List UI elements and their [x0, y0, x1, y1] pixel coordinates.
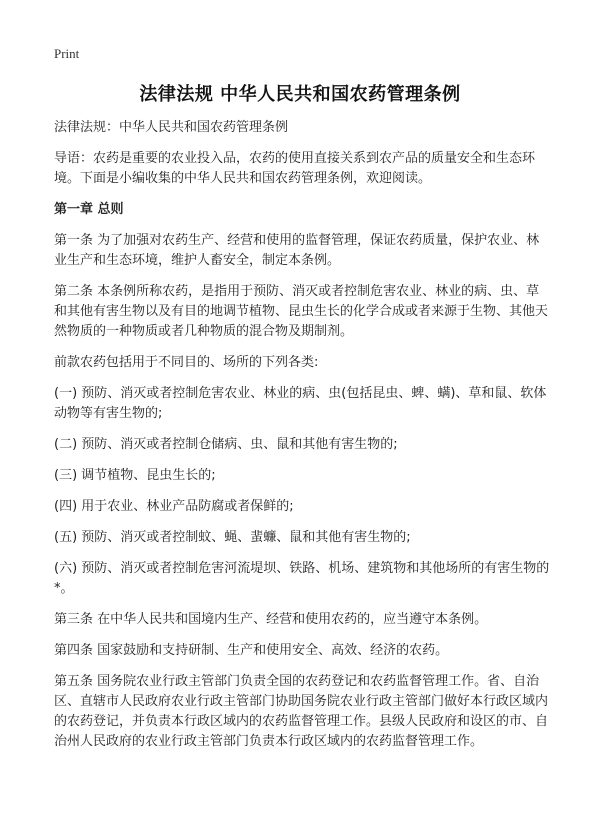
article-5: 第五条 国务院农业行政主管部门负责全国的农药登记和农药监督管理工作。省、自治区、直辖市人民政府农业行政主管部门协助国务院农业行政主管部门做好本行政区域内的农药登记，并负责本行政区域内的农药监督管理工作。县级人民政府和设区的市、自治州人民政府的农业行政主管部门负责本行政区域内的农药监督管理工作。: [54, 674, 549, 749]
list-item: (三) 调节植物、昆虫生长的;: [54, 468, 216, 483]
print-label: Print: [54, 46, 80, 61]
intro-paragraph: 导语：农药是重要的农业投入品，农药的使用直接关系到农产品的质量安全和生态环境。下面是小编收集的中华人民共和国农药管理条例，欢迎阅读。: [54, 151, 536, 186]
chapter-heading: 第一章 总则: [54, 202, 124, 217]
list-item: (五) 预防、消灭或者控制蚊、蝇、蜚蠊、鼠和其他有害生物的;: [54, 530, 411, 545]
article-3: 第三条 在中华人民共和国境内生产、经营和使用农药的，应当遵守本条例。: [54, 612, 488, 627]
list-item: (一) 预防、消灭或者控制危害农业、林业的病、虫(包括昆虫、蜱、螨)、草和鼠、软体动物等有害生物的;: [54, 386, 547, 421]
article-1: 第一条 为了加强对农药生产、经营和使用的监督管理，保证农药质量，保护农业、林业生产和生态环境，维护人畜安全，制定本条例。: [54, 233, 540, 268]
document-body: [54, 118, 550, 763]
article-2-list-intro: 前款农药包括用于不同目的、场所的下列各类:: [54, 355, 319, 370]
article-4: 第四条 国家鼓励和支持研制、生产和使用安全、高效、经济的农药。: [54, 643, 449, 658]
page-title: 法律法规 中华人民共和国农药管理条例: [139, 84, 461, 105]
list-item: (四) 用于农业、林业产品防腐或者保鲜的;: [54, 499, 294, 514]
breadcrumb: 法律法规：中华人民共和国农药管理条例: [54, 120, 289, 135]
list-item: (六) 预防、消灭或者控制危害河流堤坝、铁路、机场、建筑物和其他场所的有害生物的*。: [54, 561, 550, 596]
list-item: (二) 预防、消灭或者控制仓储病、虫、鼠和其他有害生物的;: [54, 437, 398, 452]
article-2: 第二条 本条例所称农药，是指用于预防、消灭或者控制危害农业、林业的病、虫、草和其他有害生物以及有目的地调节植物、昆虫生长的化学合成或者来源于生物、其他天然物质的一种物质或者几种物质的混合物及期制剂。: [54, 284, 549, 339]
